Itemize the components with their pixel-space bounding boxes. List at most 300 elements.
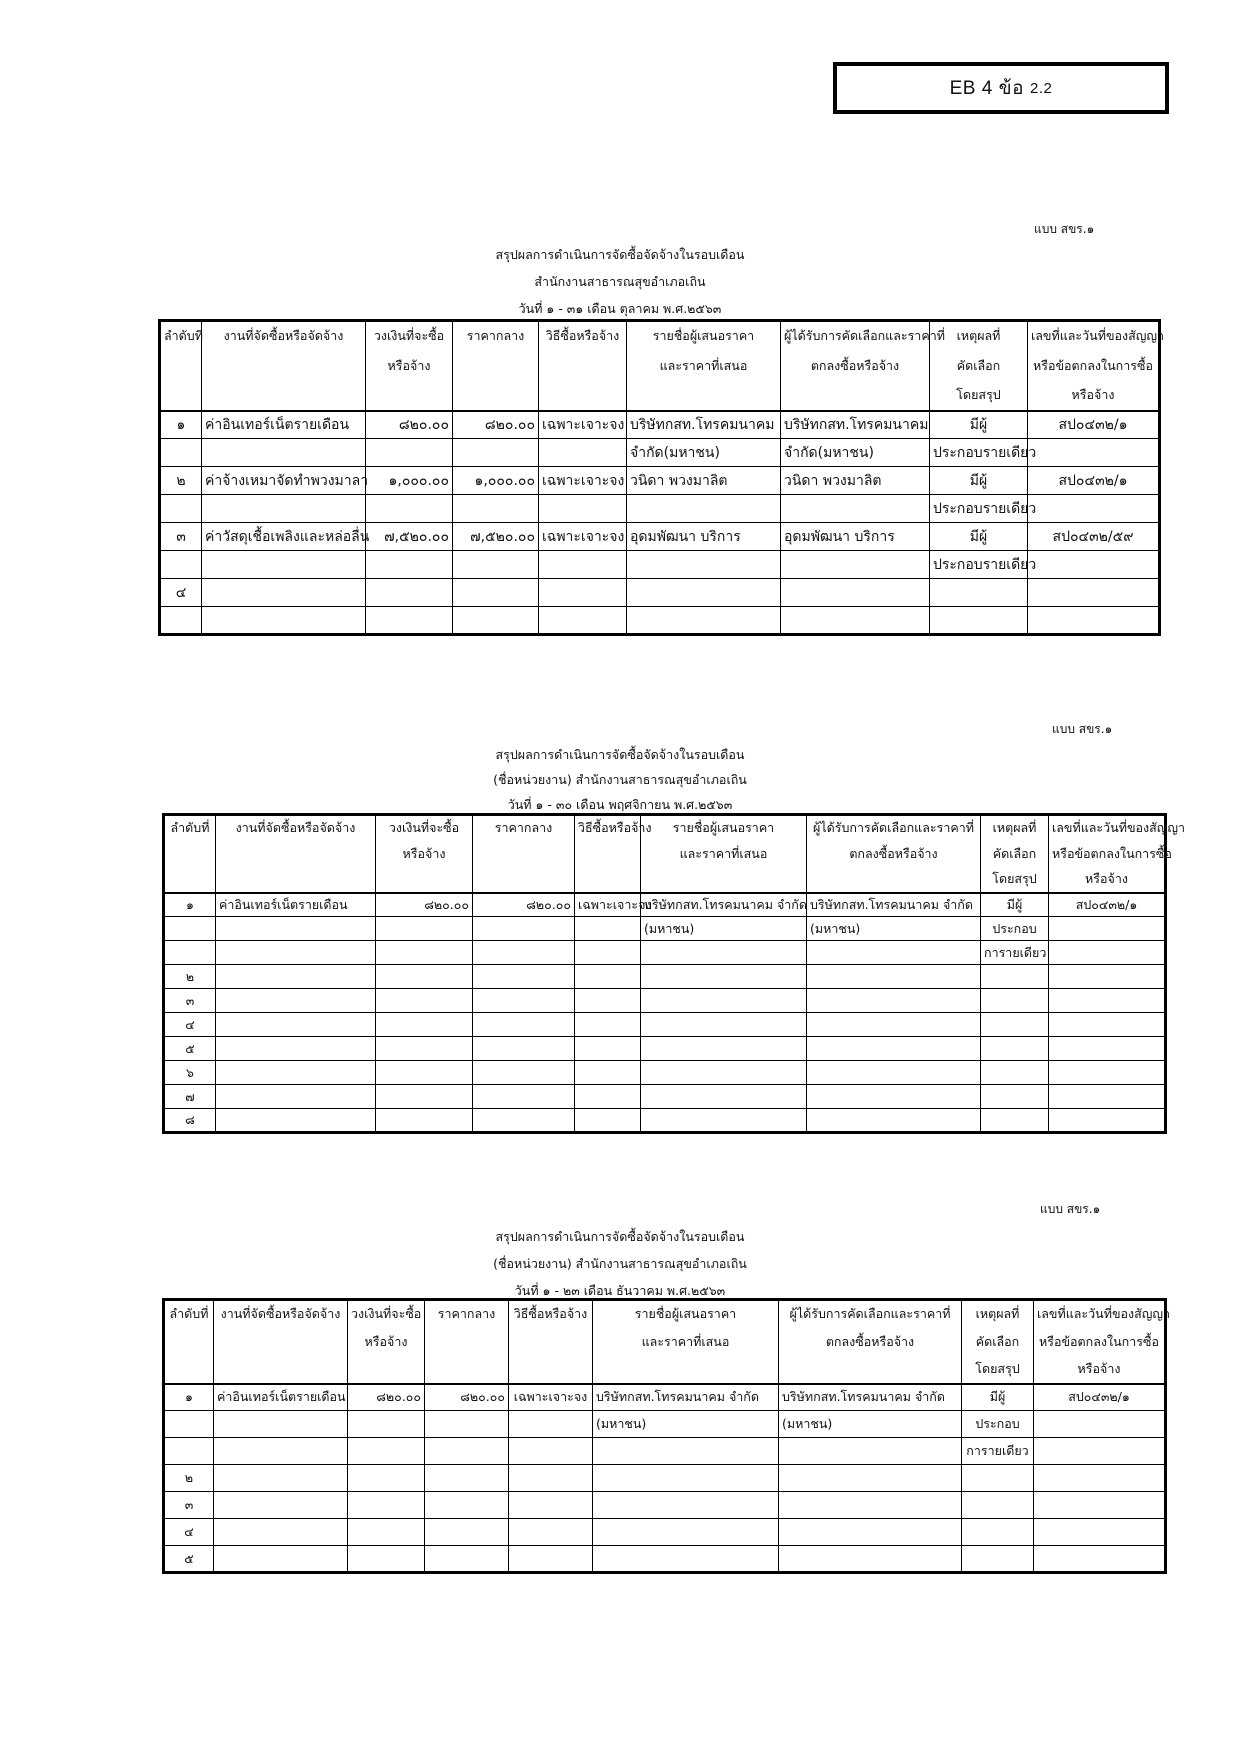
cell-col-budget: ๘๒๐.๐๐ xyxy=(366,411,453,439)
cell-col-budget xyxy=(376,917,473,941)
header-col-bidders: รายชื่อผู้เสนอราคา xyxy=(627,321,781,351)
cell-col-reason xyxy=(981,965,1049,989)
table-row xyxy=(160,495,1160,523)
cell-col-work xyxy=(202,495,366,523)
cell-col-budget xyxy=(366,607,453,635)
report-title: สรุปผลการดำเนินการจัดซื้อจัดจ้างในรอบเดือน xyxy=(495,1229,745,1244)
cell-col-work xyxy=(216,1061,376,1085)
cell-col-selected xyxy=(807,1085,981,1109)
cell-col-bidders: (มหาชน) xyxy=(593,1411,779,1438)
cell-col-contract xyxy=(1049,989,1166,1013)
cell-col-selected xyxy=(779,1465,962,1492)
header-col-selected: ตกลงซื้อหรือจ้าง xyxy=(781,351,930,381)
header-col-ref-price xyxy=(453,381,539,411)
cell-col-method xyxy=(575,1013,641,1037)
report-period: วันที่ ๑ - ๓๑ เดือน ตุลาคม พ.ศ.๒๕๖๓ xyxy=(518,301,722,316)
cell-col-reason: ประกอบรายเดียว xyxy=(930,495,1028,523)
cell-col-selected xyxy=(779,1492,962,1519)
header-col-method: วิธีซื้อหรือจ้าง xyxy=(575,815,641,841)
cell-col-no: ๔ xyxy=(160,579,202,607)
cell-col-reason: มีผู้ xyxy=(962,1384,1034,1411)
cell-col-reason: มีผู้ xyxy=(930,523,1028,551)
table-row xyxy=(164,1519,1166,1546)
cell-col-bidders xyxy=(641,1085,807,1109)
cell-col-contract xyxy=(1049,1037,1166,1061)
badge-label: EB 4 ข้อ xyxy=(949,78,1024,99)
header-col-work: งานที่จัดซื้อหรือจัดจ้าง xyxy=(216,815,376,841)
table-row xyxy=(160,467,1160,495)
cell-col-no xyxy=(164,1411,214,1438)
cell-col-method xyxy=(509,1519,593,1546)
cell-col-reason: ประกอบ xyxy=(962,1411,1034,1438)
cell-col-selected: จำกัด(มหาชน) xyxy=(781,439,930,467)
cell-col-ref-price xyxy=(425,1492,509,1519)
cell-col-no: ๕ xyxy=(164,1546,214,1573)
cell-col-selected xyxy=(779,1438,962,1465)
cell-col-work xyxy=(216,1109,376,1133)
header-col-method: วิธีซื้อหรือจ้าง xyxy=(509,1300,593,1328)
header-col-reason: คัดเลือก xyxy=(930,351,1028,381)
cell-col-reason: มีผู้ xyxy=(930,411,1028,439)
header-col-budget: วงเงินที่จะซื้อ xyxy=(366,321,453,351)
cell-col-selected xyxy=(807,1109,981,1133)
procurement-table-october xyxy=(158,319,1165,636)
cell-col-work xyxy=(214,1465,348,1492)
report-title: สรุปผลการดำเนินการจัดซื้อจัดจ้างในรอบเดือน xyxy=(495,747,745,762)
cell-col-ref-price xyxy=(453,439,539,467)
table-row xyxy=(164,1061,1166,1085)
cell-col-bidders xyxy=(641,965,807,989)
cell-col-budget xyxy=(348,1546,425,1573)
cell-col-work xyxy=(214,1411,348,1438)
cell-col-work xyxy=(214,1546,348,1573)
cell-col-budget: ๑,๐๐๐.๐๐ xyxy=(366,467,453,495)
cell-col-bidders: บริษัทกสท.โทรคมนาคม xyxy=(627,411,781,439)
header-row xyxy=(160,381,1160,411)
header-col-contract: เลขที่และวันที่ของสัญญา xyxy=(1049,815,1166,841)
table-row xyxy=(160,439,1160,467)
cell-col-selected xyxy=(807,1061,981,1085)
cell-col-budget xyxy=(366,551,453,579)
cell-col-work: ค่าวัสดุเชื้อเพลิงและหล่อลื่น xyxy=(202,523,366,551)
cell-col-selected xyxy=(807,1013,981,1037)
cell-col-no: ๓ xyxy=(164,989,216,1013)
cell-col-ref-price xyxy=(473,1109,575,1133)
cell-col-method xyxy=(575,989,641,1013)
cell-col-ref-price xyxy=(473,917,575,941)
header-col-reason: คัดเลือก xyxy=(981,841,1049,867)
header-col-work: งานที่จัดซื้อหรือจัดจ้าง xyxy=(202,321,366,351)
cell-col-no: ๔ xyxy=(164,1519,214,1546)
table-row xyxy=(160,579,1160,607)
cell-col-reason: ประกอบรายเดียว xyxy=(930,439,1028,467)
cell-col-reason xyxy=(962,1519,1034,1546)
cell-col-bidders xyxy=(641,989,807,1013)
cell-col-reason: การายเดียว xyxy=(981,941,1049,965)
header-col-contract: เลขที่และวันที่ของสัญญา xyxy=(1028,321,1160,351)
cell-col-work xyxy=(216,965,376,989)
cell-col-method: เฉพาะเจาะจง xyxy=(539,523,627,551)
header-col-bidders xyxy=(593,1356,779,1384)
cell-col-no xyxy=(160,551,202,579)
header-col-work: งานที่จัดซื้อหรือจัดจ้าง xyxy=(214,1300,348,1328)
cell-col-method xyxy=(509,1465,593,1492)
cell-col-work xyxy=(216,989,376,1013)
cell-col-reason xyxy=(930,607,1028,635)
header-row xyxy=(164,815,1166,841)
cell-col-no xyxy=(164,917,216,941)
header-col-reason: เหตุผลที่ xyxy=(962,1300,1034,1328)
cell-col-work: ค่าอินเทอร์เน็ตรายเดือน xyxy=(202,411,366,439)
cell-col-contract xyxy=(1049,941,1166,965)
cell-col-reason xyxy=(962,1546,1034,1573)
header-row xyxy=(164,867,1166,893)
cell-col-budget xyxy=(348,1492,425,1519)
cell-col-contract xyxy=(1049,965,1166,989)
header-col-selected: ผู้ได้รับการคัดเลือกและราคาที่ xyxy=(781,321,930,351)
cell-col-contract xyxy=(1028,607,1160,635)
cell-col-bidders xyxy=(593,1465,779,1492)
cell-col-selected: อุดมพัฒนา บริการ xyxy=(781,523,930,551)
cell-col-ref-price xyxy=(473,989,575,1013)
cell-col-ref-price xyxy=(473,1085,575,1109)
table-row xyxy=(164,1438,1166,1465)
cell-col-budget xyxy=(376,1109,473,1133)
cell-col-selected: (มหาชน) xyxy=(779,1411,962,1438)
report-period: วันที่ ๑ - ๓๐ เดือน พฤศจิกายน พ.ศ.๒๕๖๓ xyxy=(507,797,733,812)
cell-col-selected xyxy=(781,495,930,523)
cell-col-no: ๓ xyxy=(160,523,202,551)
cell-col-work xyxy=(214,1438,348,1465)
table-row xyxy=(164,965,1166,989)
cell-col-work xyxy=(202,439,366,467)
table-row xyxy=(164,1546,1166,1573)
table-row xyxy=(164,1013,1166,1037)
cell-col-contract xyxy=(1028,495,1160,523)
cell-col-bidders: บริษัทกสท.โทรคมนาคม จำกัด xyxy=(641,893,807,917)
cell-col-no: ๑ xyxy=(160,411,202,439)
header-col-contract: หรือจ้าง xyxy=(1034,1356,1166,1384)
header-col-reason: เหตุผลที่ xyxy=(930,321,1028,351)
cell-col-ref-price xyxy=(425,1546,509,1573)
badge-number: 2.2 xyxy=(1030,79,1053,97)
cell-col-ref-price xyxy=(473,1013,575,1037)
header-col-budget xyxy=(366,381,453,411)
header-col-selected: ผู้ได้รับการคัดเลือกและราคาที่ xyxy=(807,815,981,841)
cell-col-bidders: อุดมพัฒนา บริการ xyxy=(627,523,781,551)
header-row xyxy=(160,321,1160,351)
cell-col-contract xyxy=(1049,1085,1166,1109)
cell-col-selected xyxy=(779,1546,962,1573)
table-row xyxy=(160,607,1160,635)
cell-col-no: ๖ xyxy=(164,1061,216,1085)
cell-col-bidders: (มหาชน) xyxy=(641,917,807,941)
table-row xyxy=(164,989,1166,1013)
table-row xyxy=(164,1037,1166,1061)
cell-col-ref-price xyxy=(453,495,539,523)
cell-col-selected: บริษัทกสท.โทรคมนาคม จำกัด xyxy=(807,893,981,917)
cell-col-no: ๗ xyxy=(164,1085,216,1109)
cell-col-contract xyxy=(1028,579,1160,607)
cell-col-selected xyxy=(781,579,930,607)
cell-col-no: ๒ xyxy=(164,965,216,989)
cell-col-ref-price: ๘๒๐.๐๐ xyxy=(425,1384,509,1411)
cell-col-contract xyxy=(1028,439,1160,467)
cell-col-method xyxy=(575,1061,641,1085)
table-row xyxy=(164,941,1166,965)
cell-col-no: ๒ xyxy=(164,1465,214,1492)
header-col-selected: ตกลงซื้อหรือจ้าง xyxy=(779,1328,962,1356)
cell-col-bidders xyxy=(627,607,781,635)
cell-col-ref-price xyxy=(453,579,539,607)
cell-col-method: เฉพาะเจาะจง xyxy=(575,893,641,917)
header-col-selected: ตกลงซื้อหรือจ้าง xyxy=(807,841,981,867)
cell-col-work xyxy=(216,1085,376,1109)
cell-col-method xyxy=(539,495,627,523)
cell-col-contract xyxy=(1034,1465,1166,1492)
header-col-ref-price xyxy=(473,841,575,867)
cell-col-method xyxy=(539,607,627,635)
header-col-selected xyxy=(781,381,930,411)
report-period: วันที่ ๑ - ๒๓ เดือน ธันวาคม พ.ศ.๒๕๖๓ xyxy=(514,1283,726,1298)
header-col-method xyxy=(575,841,641,867)
cell-col-ref-price xyxy=(453,551,539,579)
cell-col-no xyxy=(164,1438,214,1465)
cell-col-bidders xyxy=(641,1037,807,1061)
cell-col-no: ๒ xyxy=(160,467,202,495)
cell-col-reason: ประกอบ xyxy=(981,917,1049,941)
header-col-budget: หรือจ้าง xyxy=(366,351,453,381)
cell-col-no: ๔ xyxy=(164,1013,216,1037)
header-col-method xyxy=(539,351,627,381)
header-row xyxy=(164,841,1166,867)
cell-col-reason xyxy=(962,1465,1034,1492)
cell-col-method xyxy=(539,551,627,579)
header-col-reason: เหตุผลที่ xyxy=(981,815,1049,841)
header-col-ref-price: ราคากลาง xyxy=(473,815,575,841)
cell-col-no xyxy=(164,941,216,965)
header-col-method: วิธีซื้อหรือจ้าง xyxy=(539,321,627,351)
header-col-bidders: และราคาที่เสนอ xyxy=(641,841,807,867)
cell-col-work xyxy=(202,579,366,607)
header-col-no xyxy=(160,381,202,411)
header-col-ref-price xyxy=(453,351,539,381)
cell-col-selected xyxy=(807,965,981,989)
cell-col-method xyxy=(539,579,627,607)
cell-col-reason xyxy=(981,1013,1049,1037)
cell-col-selected: (มหาชน) xyxy=(807,917,981,941)
cell-col-budget xyxy=(376,941,473,965)
header-col-method xyxy=(509,1328,593,1356)
header-col-method xyxy=(539,381,627,411)
header-col-no: ลำดับที่ xyxy=(160,321,202,351)
cell-col-method: เฉพาะเจาะจง xyxy=(509,1384,593,1411)
cell-col-bidders: บริษัทกสท.โทรคมนาคม จำกัด xyxy=(593,1384,779,1411)
cell-col-bidders: จำกัด(มหาชน) xyxy=(627,439,781,467)
cell-col-contract xyxy=(1049,1109,1166,1133)
header-col-bidders xyxy=(641,867,807,893)
cell-col-contract xyxy=(1049,1061,1166,1085)
header-col-reason: โดยสรุป xyxy=(962,1356,1034,1384)
header-col-no xyxy=(160,351,202,381)
header-col-contract: หรือข้อตกลงในการซื้อ xyxy=(1034,1328,1166,1356)
cell-col-selected xyxy=(807,989,981,1013)
procurement-table-december xyxy=(162,1298,1171,1574)
header-col-bidders: และราคาที่เสนอ xyxy=(627,351,781,381)
header-col-method xyxy=(509,1356,593,1384)
cell-col-method: เฉพาะเจาะจง xyxy=(539,411,627,439)
header-col-work xyxy=(216,841,376,867)
cell-col-selected xyxy=(779,1519,962,1546)
cell-col-contract: สป๐๔๓๒/๑ xyxy=(1028,467,1160,495)
header-col-contract: เลขที่และวันที่ของสัญญา xyxy=(1034,1300,1166,1328)
cell-col-budget xyxy=(376,1037,473,1061)
cell-col-selected: วนิดา พวงมาลิต xyxy=(781,467,930,495)
cell-col-method xyxy=(575,1109,641,1133)
cell-col-contract xyxy=(1034,1519,1166,1546)
header-col-selected xyxy=(807,867,981,893)
header-row xyxy=(160,351,1160,381)
cell-col-work xyxy=(216,1037,376,1061)
cell-col-ref-price xyxy=(473,965,575,989)
cell-col-bidders xyxy=(593,1438,779,1465)
cell-col-budget: ๘๒๐.๐๐ xyxy=(348,1384,425,1411)
cell-col-budget xyxy=(348,1465,425,1492)
cell-col-budget xyxy=(348,1438,425,1465)
cell-col-no: ๑ xyxy=(164,1384,214,1411)
cell-col-budget xyxy=(348,1411,425,1438)
cell-col-selected: บริษัทกสท.โทรคมนาคม xyxy=(781,411,930,439)
cell-col-ref-price xyxy=(425,1411,509,1438)
header-col-work xyxy=(214,1356,348,1384)
header-row xyxy=(164,1300,1166,1328)
header-col-selected xyxy=(779,1356,962,1384)
table-row xyxy=(164,1465,1166,1492)
header-col-contract: หรือข้อตกลงในการซื้อ xyxy=(1028,351,1160,381)
header-col-selected: ผู้ได้รับการคัดเลือกและราคาที่ xyxy=(779,1300,962,1328)
cell-col-contract: สป๐๔๓๒/๑ xyxy=(1049,893,1166,917)
cell-col-budget xyxy=(376,1085,473,1109)
cell-col-no xyxy=(160,495,202,523)
cell-col-ref-price xyxy=(425,1465,509,1492)
header-col-budget xyxy=(376,867,473,893)
table-row xyxy=(164,1384,1166,1411)
header-col-bidders: และราคาที่เสนอ xyxy=(593,1328,779,1356)
cell-col-ref-price xyxy=(473,941,575,965)
cell-col-budget xyxy=(348,1519,425,1546)
header-col-bidders: รายชื่อผู้เสนอราคา xyxy=(593,1300,779,1328)
table-row xyxy=(164,1492,1166,1519)
header-col-reason: โดยสรุป xyxy=(930,381,1028,411)
header-col-work xyxy=(216,867,376,893)
table-row xyxy=(164,893,1166,917)
header-col-reason: คัดเลือก xyxy=(962,1328,1034,1356)
cell-col-bidders xyxy=(641,1061,807,1085)
agency-name: (ชื่อหน่วยงาน) สำนักงานสาธารณสุขอำเภอเถิน xyxy=(493,772,747,787)
cell-col-ref-price: ๑,๐๐๐.๐๐ xyxy=(453,467,539,495)
table-row xyxy=(164,917,1166,941)
cell-col-bidders xyxy=(627,551,781,579)
header-col-budget: วงเงินที่จะซื้อ xyxy=(376,815,473,841)
cell-col-ref-price: ๗,๕๒๐.๐๐ xyxy=(453,523,539,551)
cell-col-no: ๕ xyxy=(164,1037,216,1061)
cell-col-contract: สป๐๔๓๒/๑ xyxy=(1028,411,1160,439)
cell-col-budget xyxy=(376,1013,473,1037)
cell-col-no: ๓ xyxy=(164,1492,214,1519)
cell-col-budget xyxy=(366,579,453,607)
table-row xyxy=(160,411,1160,439)
cell-col-bidders xyxy=(641,1013,807,1037)
cell-col-no xyxy=(160,439,202,467)
cell-col-budget xyxy=(376,989,473,1013)
cell-col-method xyxy=(575,941,641,965)
cell-col-no: ๑ xyxy=(164,893,216,917)
cell-col-ref-price xyxy=(473,1037,575,1061)
cell-col-method xyxy=(575,965,641,989)
header-col-ref-price xyxy=(425,1356,509,1384)
cell-col-budget xyxy=(366,439,453,467)
header-col-method xyxy=(575,867,641,893)
header-col-bidders xyxy=(627,381,781,411)
procurement-table-november xyxy=(162,813,1186,1134)
form-code: แบบ สขร.๑ xyxy=(1040,1202,1101,1216)
cell-col-reason xyxy=(930,579,1028,607)
cell-col-reason: ประกอบรายเดียว xyxy=(930,551,1028,579)
cell-col-method xyxy=(509,1546,593,1573)
agency-name: (ชื่อหน่วยงาน) สำนักงานสาธารณสุขอำเภอเถิน xyxy=(493,1256,747,1271)
form-code: แบบ สขร.๑ xyxy=(1052,722,1113,736)
cell-col-reason: มีผู้ xyxy=(981,893,1049,917)
cell-col-reason xyxy=(981,1109,1049,1133)
header-col-contract: หรือข้อตกลงในการซื้อ xyxy=(1049,841,1166,867)
table-row xyxy=(164,1109,1166,1133)
cell-col-no xyxy=(160,607,202,635)
table-row xyxy=(164,1411,1166,1438)
cell-col-selected xyxy=(781,551,930,579)
header-col-work xyxy=(214,1328,348,1356)
cell-col-reason: การายเดียว xyxy=(962,1438,1034,1465)
header-col-budget: หรือจ้าง xyxy=(376,841,473,867)
header-row xyxy=(164,1356,1166,1384)
cell-col-reason xyxy=(981,989,1049,1013)
cell-col-method xyxy=(539,439,627,467)
cell-col-method xyxy=(509,1492,593,1519)
cell-col-reason xyxy=(962,1492,1034,1519)
cell-col-ref-price xyxy=(473,1061,575,1085)
header-col-work xyxy=(202,381,366,411)
cell-col-selected xyxy=(807,1037,981,1061)
cell-col-work xyxy=(216,1013,376,1037)
cell-col-method xyxy=(575,1085,641,1109)
cell-col-contract xyxy=(1034,1438,1166,1465)
cell-col-ref-price xyxy=(425,1438,509,1465)
cell-col-bidders xyxy=(627,495,781,523)
cell-col-method xyxy=(509,1411,593,1438)
cell-col-contract xyxy=(1049,917,1166,941)
cell-col-bidders xyxy=(593,1519,779,1546)
cell-col-selected: บริษัทกสท.โทรคมนาคม จำกัด xyxy=(779,1384,962,1411)
header-col-contract: หรือจ้าง xyxy=(1028,381,1160,411)
header-col-no xyxy=(164,841,216,867)
report-title: สรุปผลการดำเนินการจัดซื้อจัดจ้างในรอบเดือน xyxy=(495,247,745,262)
header-col-budget xyxy=(348,1356,425,1384)
header-col-bidders: รายชื่อผู้เสนอราคา xyxy=(641,815,807,841)
cell-col-contract xyxy=(1028,551,1160,579)
header-col-no xyxy=(164,867,216,893)
cell-col-no: ๘ xyxy=(164,1109,216,1133)
header-col-work xyxy=(202,351,366,381)
header-col-ref-price: ราคากลาง xyxy=(453,321,539,351)
